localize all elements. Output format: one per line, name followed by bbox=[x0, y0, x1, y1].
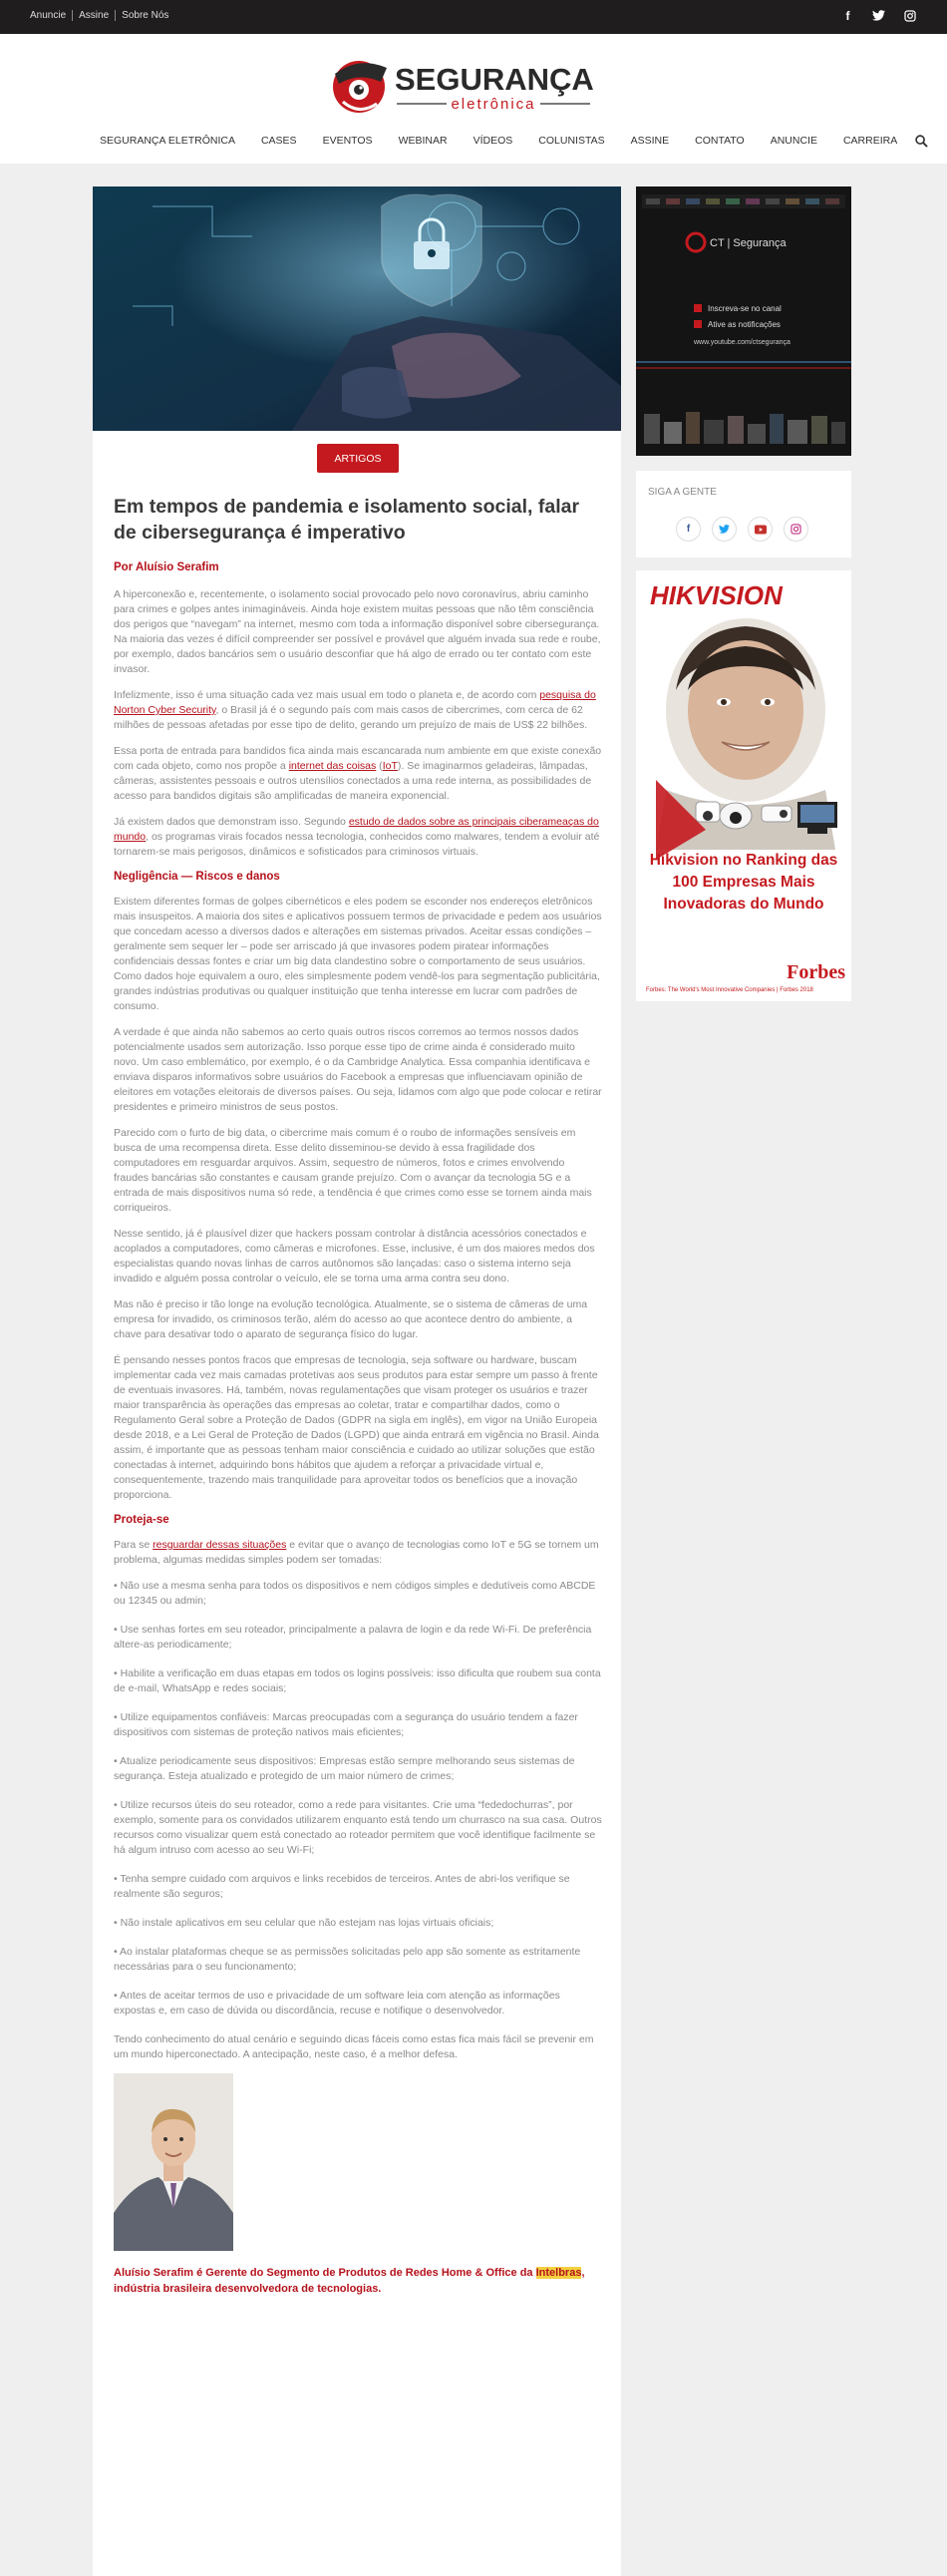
paragraph: Essa porta de entrada para bandidos fica ainda mais escancarada num ambiente em que existe conexão com cada objeto, como nos propõe a internet das coisas (IoT). Se imaginarmos geladeiras, lâmpadas, câmeras, assistentes pessoais e outros utensílios conectados a uma rede interna, as possibilidades de acesso para bandidos digitais são amplificadas de maneira exponencial. bbox=[114, 745, 602, 802]
nav-videos[interactable]: VÍDEOS bbox=[473, 135, 513, 147]
forbes-caption: Forbes: The World's Most Innovative Companies | Forbes 2018 bbox=[646, 987, 813, 993]
list-item: • Utilize recursos úteis do seu roteador, como a rede para visitantes. Crie uma “fededochurras”, por exemplo, somente para os convidados utilizarem enquanto está tendo um churrasco na sua casa. Outros recursos como visualizar quem está conectado ao roteador permitem que você identifique facilmente se há algum intruso com acesso ao seu Wi-Fi; bbox=[114, 1799, 602, 1856]
list-item: • Não instale aplicativos em seu celular que não estejam nas lojas virtuais oficiais; bbox=[114, 1917, 494, 1929]
top-social bbox=[840, 8, 917, 23]
paragraph: Já existem dados que demonstram isso. Segundo estudo de dados sobre as principais ciberameaças do mundo, os programas virais focados nessa tecnologia, conhecidos como malwares, tendem a evoluir até tornarem-se mais perigosos, dinâmicos e sofisticados para criminosos virtuais. bbox=[114, 816, 600, 858]
list-item: • Antes de aceitar termos de uso e privacidade de um software leia com atenção as informações expostas e, em caso de dúvida ou discordância, recuse e notifique o desenvolvedor. bbox=[114, 1990, 560, 2017]
nav-seguranca-eletronica[interactable]: SEGURANÇA ELETRÔNICA bbox=[100, 135, 235, 147]
facebook-icon[interactable]: f bbox=[676, 517, 701, 542]
hikvision-ad[interactable] bbox=[636, 570, 851, 1001]
follow-title: SIGA A GENTE bbox=[648, 487, 717, 498]
author-bio: Aluísio Serafim é Gerente do Segmento de Produtos de Redes Home & Office da Intelbras, indústria brasileira desenvolvedora de tecnologias. bbox=[114, 2267, 585, 2295]
author-photo bbox=[114, 2073, 233, 2251]
hikvision-logo-text: HIKVISION bbox=[650, 580, 783, 610]
forbes-logo: Forbes bbox=[787, 961, 845, 983]
top-link-sobre-nos[interactable]: Sobre Nós bbox=[115, 10, 174, 21]
nav-colunistas[interactable]: COLUNISTAS bbox=[538, 135, 605, 147]
site-logo[interactable] bbox=[329, 52, 628, 122]
hikvision-headline: Hikvision no Ranking das 100 Empresas Mais Inovadoras do Mundo bbox=[649, 852, 838, 913]
paragraph: A verdade é que ainda não sabemos ao certo quais outros riscos corremos ao termos nossos dados potencialmente usados sem autorização. Isso porque esse tipo de crime ainda é considerado muito novo. Um caso emblemático, por exemplo, é o da Cambridge Analytica. Essa companhia identificava e enviava disparos informativos sobre usuários do Facebook a empresas que influenciavam opinião de eleitores em votações eleitorais de diversos países. Ou seja, lidamos com algo que pode colocar e retirar presidentes e primeiro ministros de seus postos. bbox=[114, 1026, 602, 1113]
paragraph: Existem diferentes formas de golpes cibernéticos e eles podem se esconder nos endereços eletrônicos mais insuspeitos. A maioria dos sites e aplicativos possuem termos de privacidade e pedem aos usuários que concedam acesso a diversos dados e alterações em sistemas privados. Aceitar essas condições – geralmente sem sequer ler – pode ser arriscado já que invasores podem piratear informações confidenciais dessas fontes e criar um big data clandestino sobre o comportamento de seus usuários. Como dados hoje equivalem a ouro, eles simplesmente podem vendê-los para segmentação publicitária, grandes indústrias produtivas ou qualquer instituição que tenha interesse em lucrar com padrões de consumo. bbox=[114, 896, 602, 1012]
category-button[interactable]: ARTIGOS bbox=[317, 444, 399, 473]
list-item: • Tenha sempre cuidado com arquivos e links recebidos de terceiros. Antes de abri-los verifique se realmente são seguros; bbox=[114, 1873, 570, 1900]
paragraph: Tendo conhecimento do atual cenário e seguindo dicas fáceis como estas fica mais fácil se prevenir em um mundo hiperconectado. A antecipação, neste caso, é a melhor defesa. bbox=[114, 2033, 594, 2060]
paragraph: Nesse sentido, já é plausível dizer que hackers possam controlar à distância acessórios conectados e acoplados a computadores, como câmeras e microfones. Esse, inclusive, é um dos maiores medos dos especialistas quando novas linhas de carros autônomos são lançadas: caso o sistema interno seja invadido e alguém possa controlar o veículo, ele se torna uma arma contra seu dono. bbox=[114, 1228, 595, 1285]
section-heading: Proteja-se bbox=[114, 1514, 169, 1526]
paragraph: É pensando nesses pontos fracos que empresas de tecnologia, seja software ou hardware, buscam implementar cada vez mais camadas protetivas aos seus produtos para estar sempre um passo à frente de eventuais invasores. Há, também, novas regulamentações que visam proteger os usuários e trazer maior transparência às operações das empresas ao coletar, tratar e compartilhar dados, como o Regulamento Geral sobre a Proteção de Dados (GDPR na sigla em inglês), em vigor na União Europeia desde 2018, e a Lei Geral de Proteção de Dados (LGPD) que ainda entrará em vigência no Brasil. Ainda assim, é importante que as pessoas tenham maior consciência e cuidado ao utilizar soluções que estão conectadas à internet, adquirindo bons hábitos que ajudem a reforçar a privacidade virtual e, consequentemente, trazendo mais tranquilidade para aproveitar todos os benefícios que a inovação proporciona. bbox=[114, 1354, 599, 1501]
nav-cases[interactable]: CASES bbox=[260, 135, 297, 147]
paragraph: A hiperconexão e, recentemente, o isolamento social provocado pelo novo coronavírus, abriu caminho para crimes e golpes antes inimagináveis. Ainda hoje existem muitas pessoas que não têm consciência dos perigos que “navegam” na internet, mesmo com toda a informação disponível sobre cibersegurança. Na maioria das vezes é difícil compreender ser possível e provável que alguém invada sua rede e roube, por exemplo, dados bancários sem o usuário desconfiar que há algo de errado ou ter contato com este invasor. bbox=[114, 588, 601, 675]
link-internet-das-coisas[interactable]: internet das coisas bbox=[288, 760, 377, 772]
nav-carreira[interactable]: CARREIRA bbox=[842, 135, 898, 147]
paragraph: Para se resguardar dessas situações e evitar que o avanço de tecnologias como IoT e 5G se tornem um problema, algumas medidas simples podem ser tomadas: bbox=[114, 1539, 599, 1566]
nav-eventos[interactable]: EVENTOS bbox=[322, 135, 373, 147]
nav-assine[interactable]: ASSINE bbox=[630, 135, 670, 147]
section-heading: Negligência — Riscos e danos bbox=[114, 871, 280, 883]
nav-anuncie[interactable]: ANUNCIE bbox=[770, 135, 817, 147]
ad1-brand: CT | Segurança bbox=[710, 237, 787, 249]
ad1-url: www.youtube.com/ctsegurança bbox=[694, 339, 790, 346]
list-item: • Utilize equipamentos confiáveis: Marcas preocupadas com a segurança do usuário tendem a fazer dispositivos com sistemas de proteção nativos mais eficientes; bbox=[114, 1711, 578, 1738]
top-bar bbox=[0, 0, 947, 34]
nav-contato[interactable]: CONTATO bbox=[695, 135, 745, 147]
follow-icons bbox=[676, 517, 808, 542]
article-hero-image bbox=[93, 186, 621, 431]
list-item: • Use senhas fortes em seu roteador, principalmente a palavra de login e da rede Wi-Fi. De preferência altere-as periodicamente; bbox=[114, 1624, 592, 1651]
instagram-icon[interactable] bbox=[902, 8, 917, 23]
facebook-icon[interactable]: f bbox=[845, 8, 850, 23]
main-nav bbox=[100, 135, 947, 151]
top-links bbox=[30, 10, 174, 21]
nav-webinar[interactable]: WEBINAR bbox=[398, 135, 448, 147]
list-item: • Atualize periodicamente seus dispositivos: Empresas estão sempre melhorando seus sistemas de segurança. Esteja atualizado e protegido de um maior número de crimes; bbox=[114, 1755, 575, 1782]
twitter-icon[interactable] bbox=[871, 8, 886, 23]
search-icon[interactable] bbox=[915, 135, 928, 151]
article-author[interactable]: Por Aluísio Serafim bbox=[114, 561, 219, 573]
top-link-anuncie[interactable]: Anuncie bbox=[30, 10, 67, 21]
ad1-line2: Ative as notificações bbox=[708, 320, 781, 329]
link-roteador[interactable]: roteador bbox=[253, 1799, 293, 1811]
instagram-icon[interactable] bbox=[784, 517, 808, 542]
link-iot[interactable]: IoT bbox=[382, 760, 398, 772]
list-item: • Ao instalar plataformas cheque se as permissões solicitadas pelo app são somente as estritamente necessárias para o seu funcionamento; bbox=[114, 1946, 581, 1973]
link-resguardar[interactable]: resguardar dessas situações bbox=[153, 1539, 287, 1551]
twitter-icon[interactable] bbox=[712, 517, 737, 542]
article-container bbox=[93, 186, 621, 2576]
list-item: • Habilite a verificação em duas etapas em todos os logins possíveis: isso dificulta que roubem sua conta de e-mail, WhatsApp e redes sociais; bbox=[114, 1667, 601, 1694]
company-highlight[interactable]: Intelbras bbox=[535, 2267, 582, 2279]
follow-us-widget bbox=[636, 471, 851, 557]
site-header bbox=[0, 34, 947, 164]
logo-subtext: eletrônica bbox=[451, 96, 536, 113]
logo-text: SEGURANÇA bbox=[395, 62, 594, 97]
article-content bbox=[114, 494, 602, 2297]
paragraph: Parecido com o furto de big data, o cibercrime mais comum é o roubo de informações sensíveis em busca de uma recompensa direta. Esse delito disseminou-se devido à essa fragilidade dos computadores em resguardar arquivos. Assim, sequestro de números, fotos e crimes envolvendo fraudes bancárias são constantes e causam grande prejuízo. Com o avançar da tecnologia 5G e a entrada de mais dispositivos numa só rede, a tendência é que crimes como esse se tornem ainda mais corriqueiros. bbox=[114, 1127, 592, 1214]
article-title: Em tempos de pandemia e isolamento social, falar de cibersegurança é imperativo bbox=[114, 496, 580, 544]
top-link-assine[interactable]: Assine bbox=[72, 10, 115, 21]
youtube-icon[interactable] bbox=[748, 517, 773, 542]
ad1-line1: Inscreva-se no canal bbox=[708, 304, 782, 313]
link-norton-cyber-security[interactable]: pesquisa do Norton Cyber Security bbox=[114, 689, 596, 716]
youtube-channel-ad[interactable] bbox=[636, 186, 851, 456]
paragraph: Infelizmente, isso é uma situação cada vez mais usual em todo o planeta e, de acordo com pesquisa do Norton Cyber Security, o Brasil já é o segundo país com mais casos de cibercrimes, com cerca de 62 milhões de pessoas afetadas por esse tipo de delito, gerando um prejuízo de mais de US$ 22 bilhões. bbox=[114, 689, 596, 731]
link-estudo-ciberameacas[interactable]: estudo de dados sobre as principais ciberameaças do mundo bbox=[114, 816, 599, 843]
list-item: • Não use a mesma senha para todos os dispositivos e nem códigos simples e dedutíveis como ABCDE ou 12345 ou admin; bbox=[114, 1580, 596, 1607]
paragraph: Mas não é preciso ir tão longe na evolução tecnológica. Atualmente, se o sistema de câmeras de uma empresa for invadido, os criminosos terão, além do acesso ao que acontece dentro do ambiente, a chave para desativar todo o aparato de segurança físico do lugar. bbox=[114, 1298, 588, 1340]
